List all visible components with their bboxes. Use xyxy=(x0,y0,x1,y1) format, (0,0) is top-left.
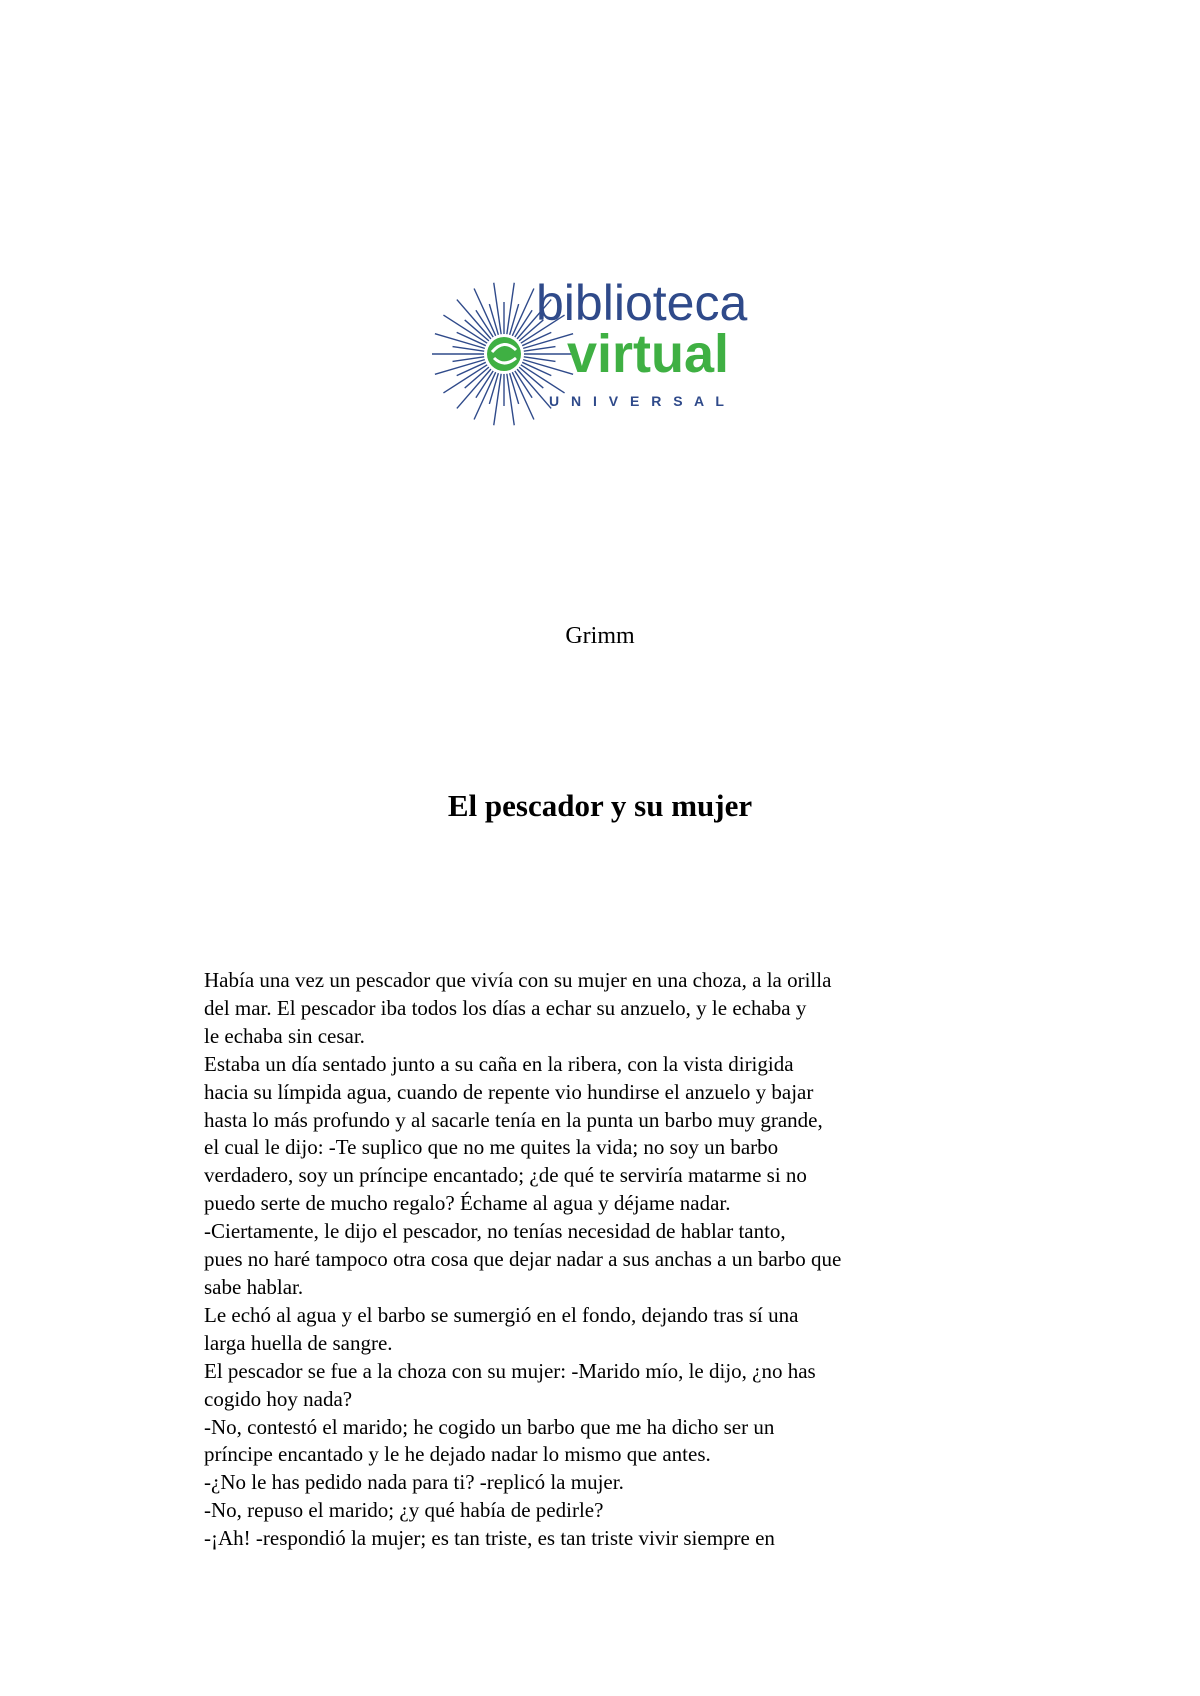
sunburst-ray xyxy=(435,360,485,375)
sunburst-ray xyxy=(494,374,501,425)
sunburst-ray xyxy=(435,334,485,349)
sunburst-ray xyxy=(457,369,491,408)
body-line: hacia su límpida agua, cuando de repente vio hundirse el anzuelo y bajar xyxy=(204,1079,814,1104)
logo-word-virtual: virtual xyxy=(567,324,730,384)
sunburst-ray xyxy=(443,315,487,343)
body-line: pues no haré tampoco otra cosa que dejar nadar a sus anchas a un barbo que xyxy=(204,1247,842,1272)
body-line: hasta lo más profundo y al sacarle tenía en la punta un barbo muy grande, xyxy=(204,1107,823,1132)
author-name: Grimm xyxy=(565,623,635,649)
sunburst-ray xyxy=(507,283,514,334)
sunburst-ray xyxy=(507,374,514,425)
body-line: Estaba un día sentado junto a su caña en la ribera, con la vista dirigida xyxy=(204,1051,794,1076)
logo-word-universal: U N I V E R S A L xyxy=(549,393,728,409)
sunburst-ray xyxy=(521,365,565,393)
body-line: príncipe encantado y le he dejado nadar lo mismo que antes. xyxy=(204,1442,711,1467)
body-line: -Ciertamente, le dijo el pescador, no tenías necesidad de hablar tanto, xyxy=(204,1219,786,1244)
body-line: -No, repuso el marido; ¿y qué había de pedirle? xyxy=(204,1498,604,1523)
sunburst-ray xyxy=(517,369,551,408)
sunburst-ray xyxy=(523,334,573,349)
body-line: -¡Ah! -respondió la mujer; es tan triste, es tan triste vivir siempre en xyxy=(204,1526,775,1551)
body-line: verdadero, soy un príncipe encantado; ¿de qué te serviría matarme si no xyxy=(204,1163,807,1188)
sunburst-ray xyxy=(443,365,487,393)
biblioteca-virtual-logo xyxy=(412,278,792,428)
body-line: El pescador se fue a la choza con su mujer: -Marido mío, le dijo, ¿no has xyxy=(204,1358,816,1383)
logo-word-biblioteca: biblioteca xyxy=(536,278,748,331)
document-title: El pescador y su mujer xyxy=(447,788,753,823)
body-line: Había una vez un pescador que vivía con su mujer en una choza, a la orilla xyxy=(204,968,832,992)
body-line: larga huella de sangre. xyxy=(204,1330,393,1355)
sunburst-ray xyxy=(457,300,491,339)
logo-graphic xyxy=(412,278,792,428)
body-line: puedo serte de mucho regalo? Échame al agua y déjame nadar. xyxy=(204,1191,731,1216)
body-line: Le echó al agua y el barbo se sumergió en el fondo, dejando tras sí una xyxy=(204,1302,799,1327)
body-line: cogido hoy nada? xyxy=(204,1386,353,1411)
body-line: el cual le dijo: -Te suplico que no me quites la vida; no soy un barbo xyxy=(204,1135,779,1160)
body-line: -¿No le has pedido nada para ti? -replicó la mujer. xyxy=(204,1470,624,1495)
body-line: -No, contestó el marido; he cogido un barbo que me ha dicho ser un xyxy=(204,1414,775,1439)
body-text xyxy=(204,967,964,1553)
logo-green-circle xyxy=(487,337,521,371)
body-line: sabe hablar. xyxy=(204,1274,304,1299)
body-line: le echaba sin cesar. xyxy=(204,1023,365,1048)
sunburst-ray xyxy=(523,360,573,375)
sunburst-ray xyxy=(494,283,501,334)
body-line: del mar. El pescador iba todos los días a echar su anzuelo, y le echaba y xyxy=(204,995,807,1020)
